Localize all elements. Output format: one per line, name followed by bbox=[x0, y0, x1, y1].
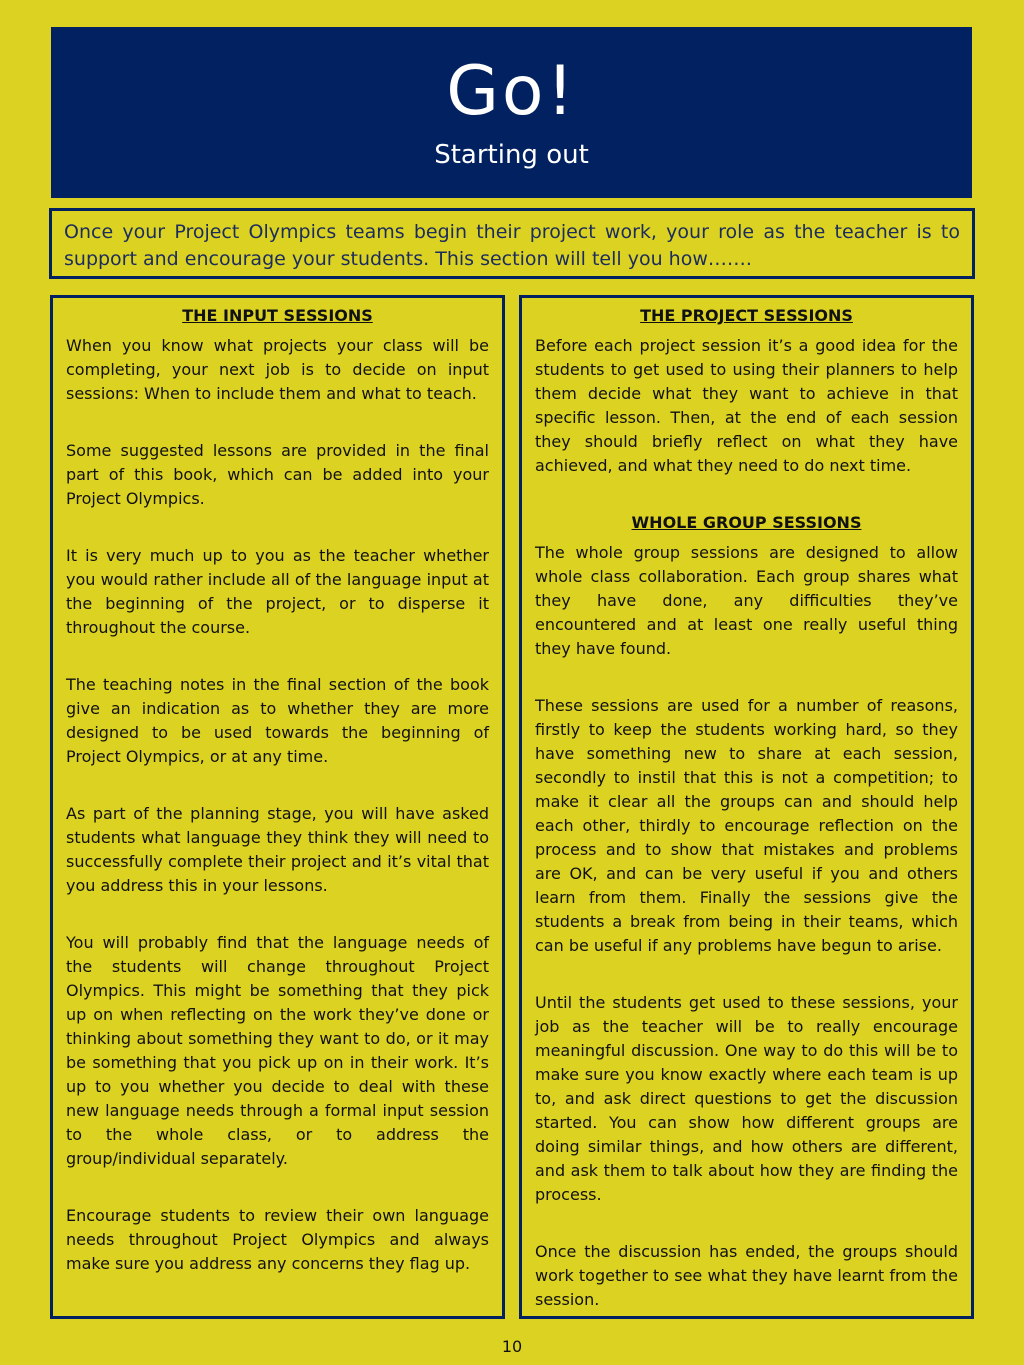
page-header bbox=[51, 27, 972, 198]
intro-box bbox=[49, 208, 975, 279]
input-paragraph: When you know what projects your class will be completing, your next job is to decide on input sessions: When to include them and what to teach. bbox=[66, 336, 489, 403]
whole-group-paragraph: The whole group sessions are designed to allow whole class collaboration. Each group shares what they have done, any difficulties they’ve encountered and at least one really useful thing they have found. bbox=[535, 543, 958, 658]
input-paragraph: The teaching notes in the final section of the book give an indication as to whether they are more designed to be used towards the beginning of Project Olympics, or at any time. bbox=[66, 675, 489, 766]
project-sessions-heading: THE PROJECT SESSIONS bbox=[640, 306, 853, 325]
whole-group-paragraph: These sessions are used for a number of reasons, firstly to keep the students working hard, so they have something new to share at each session, secondly to instil that this is not a competition; to make it clear all the groups can and should help each other, thirdly to encourage reflection on the process and to show that mistakes and problems are OK, and can be very useful if you and others learn from them. Finally the sessions give the students a break from being in their teams, which can be useful if any problems have begun to arise. bbox=[535, 696, 958, 955]
input-sessions-column bbox=[50, 295, 505, 1319]
input-paragraph: As part of the planning stage, you will have asked students what language they think they will need to successfully complete their project and it’s vital that you address this in your lessons. bbox=[66, 804, 489, 895]
page-subtitle: Starting out bbox=[434, 140, 589, 170]
whole-group-paragraph: Until the students get used to these sessions, your job as the teacher will be to really encourage meaningful discussion. One way to do this will be to make sure you know exactly where each team is up to, and ask direct questions to get the discussion started. You can show how different groups are doing similar things, and how others are different, and ask them to talk about how they are finding the process. bbox=[535, 993, 958, 1204]
page-number: 10 bbox=[501, 1337, 523, 1356]
intro-text: Once your Project Olympics teams begin their project work, your role as the teacher is to support and encourage your students. This section will tell you how……. bbox=[64, 221, 960, 270]
whole-group-sessions-heading: WHOLE GROUP SESSIONS bbox=[631, 513, 862, 532]
input-paragraph: You will probably find that the language needs of the students will change throughout Project Olympics. This might be something that they pick up on when reflecting on the work they’ve done or thinking about something they want to do, or it may be something that you pick up on in their work. It’s up to you whether you decide to deal with these new language needs through a formal input session to the whole class, or to address the group/individual separately. bbox=[66, 933, 489, 1168]
whole-group-paragraph: Once the discussion has ended, the groups should work together to see what they have learnt from the session. bbox=[535, 1242, 958, 1309]
input-paragraph: It is very much up to you as the teacher whether you would rather include all of the language input at the beginning of the project, or to disperse it throughout the course. bbox=[66, 546, 489, 637]
project-sessions-column bbox=[519, 295, 974, 1319]
input-paragraph: Some suggested lessons are provided in the final part of this book, which can be added into your Project Olympics. bbox=[66, 441, 489, 508]
page-title: Go! bbox=[446, 52, 577, 131]
input-sessions-heading: THE INPUT SESSIONS bbox=[182, 306, 373, 325]
input-paragraph: Encourage students to review their own language needs throughout Project Olympics and always make sure you address any concerns they flag up. bbox=[66, 1206, 489, 1273]
project-paragraph: Before each project session it’s a good idea for the students to get used to using their planners to help them decide what they want to achieve in that specific lesson. Then, at the end of each session they should briefly reflect on what they have achieved, and what they need to do next time. bbox=[535, 336, 958, 475]
